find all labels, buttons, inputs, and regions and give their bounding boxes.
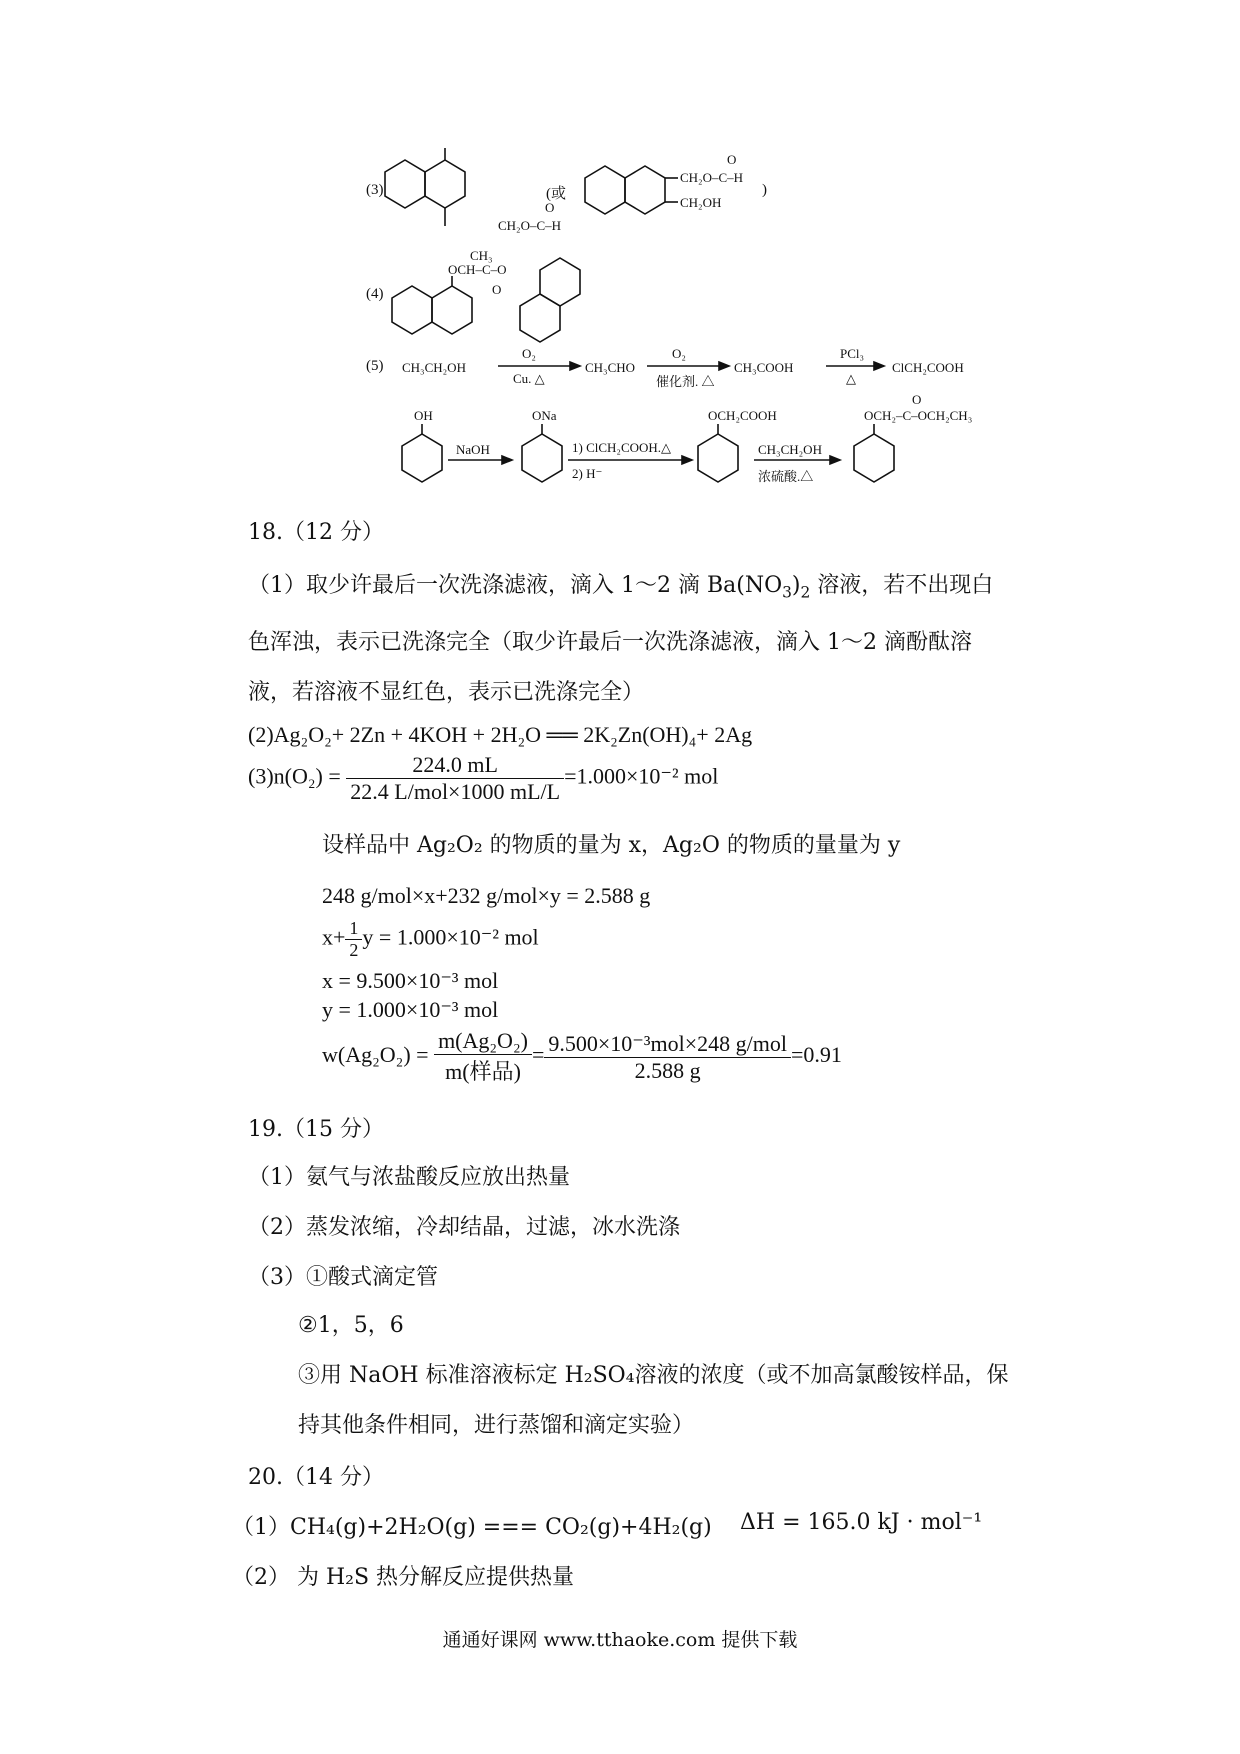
q18-p1-mid: ) [791, 573, 801, 598]
step-1: 1) ClCH₂COOH.△ [572, 440, 672, 455]
q18-eq5-frac2 [544, 1031, 791, 1084]
q18-eq2-fn: 1 [345, 918, 362, 940]
q20-p2: （2） 为 H₂S 热分解反应提供热量 [232, 1565, 575, 1590]
acetaldehyde: CH₃CHO [585, 360, 636, 375]
carbonyl-o: O [492, 282, 502, 297]
q20-title: 20.（14 分） [248, 1465, 384, 1490]
och2cooh: OCH₂COOH [708, 408, 777, 423]
q18-eq2-pre: x+ [322, 924, 346, 950]
ester: OCH₂–C–OCH₂CH₃ [864, 408, 973, 423]
label-5: (5) [366, 358, 384, 374]
q18-title: 18.（12 分） [248, 520, 384, 545]
ch3: CH₃ [470, 248, 493, 263]
q18-eq5-rhs: =0.91 [790, 1042, 842, 1068]
q18-p1-line1 [248, 568, 993, 601]
q18-p3-rhs: =1.000×10⁻² mol [564, 763, 719, 789]
naoh: NaOH [456, 442, 490, 457]
q18-p1-line2: 色浑浊，表示已洗涤完全（取少许最后一次洗涤滤液，滴入 1～2 滴酚酞溶 [248, 630, 972, 655]
q20-p1: （1）CH₄(g)+2H₂O(g) === CO₂(g)+4H₂(g) [232, 1515, 712, 1540]
q18-eq5-d2: 2.588 g [634, 1057, 701, 1083]
q18-eq5-frac1 [434, 1028, 532, 1086]
q18-p3-lhs: (3)n(O₂) = [248, 763, 341, 789]
q18-p1-line3: 液，若溶液不显红色，表示已洗涤完全） [248, 680, 645, 705]
q18-eq2-post: y = 1.000×10⁻² mol [362, 924, 539, 950]
q18-eq3: x = 9.500×10⁻³ mol [322, 968, 499, 993]
q19-title: 19.（15 分） [248, 1117, 384, 1142]
q18-eq2 [322, 918, 539, 961]
q19-p3c-line1: ③用 NaOH 标准溶液标定 H₂SO₄溶液的浓度（或不加高氯酸铵样品，保 [298, 1363, 1009, 1388]
q19-p3b: ②1，5，6 [298, 1313, 404, 1338]
q19-p2: （2）蒸发浓缩，冷却结晶，过滤，冰水洗涤 [248, 1215, 680, 1240]
q18-p2-equation: (2)Ag₂O₂+ 2Zn + 4KOH + 2H₂O ══ 2K₂Zn(OH)₄+ 2Ag [248, 722, 753, 747]
sub-o-2: O [727, 152, 737, 167]
q18-eq5-eq: = [531, 1042, 545, 1068]
q18-eq4: y = 1.000×10⁻³ mol [322, 997, 499, 1022]
q18-p3 [248, 752, 718, 805]
sub-ch2o-alt: CH₂O–C–H [680, 170, 744, 185]
q18-p1-end: 溶液，若不出现白 [810, 573, 994, 598]
conc-h2so4: 浓硫酸.△ [758, 469, 814, 484]
q18-p3-fraction [346, 752, 564, 805]
cond-2-top: O₂ [672, 346, 686, 361]
q18-p3-den: 22.4 L/mol×1000 mL/L [350, 779, 561, 804]
cond-3-bot: △ [846, 371, 856, 386]
q18-eq5-lhs: w(Ag₂O₂) = [322, 1042, 429, 1068]
och-chain: OCH–C–O [448, 262, 507, 277]
q18-eq5-d1: m(样品) [445, 1059, 521, 1084]
step-2: 2) H⁻ [572, 466, 603, 481]
structure-diagram [0, 0, 1240, 500]
sub-o-1: O [545, 200, 555, 215]
q18-assume: 设样品中 Ag₂O₂ 的物质的量为 x，Ag₂O 的物质的量量为 y [322, 833, 901, 858]
ethanol-2: CH₃CH₂OH [758, 442, 822, 457]
q18-p1-a: （1）取少许最后一次洗涤滤液，滴入 1～2 滴 Ba(NO [248, 573, 783, 598]
cond-1-top: O₂ [522, 346, 536, 361]
q18-p3-num: 224.0 mL [346, 752, 564, 779]
q18-p1-sub: 3 [782, 583, 792, 602]
ethanol: CH₃CH₂OH [402, 360, 466, 375]
q18-eq5-n2: 9.500×10⁻³mol×248 g/mol [544, 1031, 791, 1058]
cond-3-top: PCl₃ [840, 346, 865, 361]
q20-p1-dh: ΔH = 165.0 kJ · mol⁻¹ [740, 1510, 983, 1535]
label-4: (4) [366, 286, 384, 302]
label-3: (3) [366, 182, 384, 198]
alt-close: ) [762, 182, 767, 198]
sub-ch2o: CH₂O–C–H [498, 218, 562, 233]
q19-p3c-line2: 持其他条件相同，进行蒸馏和滴定实验） [298, 1413, 695, 1438]
ester-o: O [912, 392, 922, 407]
cond-1-bot: Cu. △ [513, 371, 545, 386]
sub-ch2oh: CH₂OH [680, 195, 722, 210]
q19-p3: （3）①酸式滴定管 [248, 1265, 438, 1290]
q18-eq5-n1: m(Ag₂O₂) [434, 1028, 532, 1055]
q18-eq5 [322, 1028, 842, 1086]
q18-p1-sub2: 2 [800, 583, 811, 602]
q18-eq2-fraction [345, 918, 362, 961]
q18-eq1: 248 g/mol×x+232 g/mol×y = 2.588 g [322, 883, 651, 908]
q19-p1: （1）氨气与浓盐酸反应放出热量 [248, 1165, 570, 1190]
alt-open: (或 [546, 186, 566, 202]
cond-2-bot: 催化剂. △ [656, 374, 715, 389]
phenol-oh: OH [414, 408, 433, 423]
chloroacetic-acid: ClCH₂COOH [892, 360, 964, 375]
acetic-acid: CH₃COOH [734, 360, 794, 375]
ona: ONa [532, 408, 557, 423]
footer-source: 通通好课网 www.tthaoke.com 提供下载 [442, 1629, 798, 1651]
q18-eq2-fd: 2 [349, 940, 359, 960]
